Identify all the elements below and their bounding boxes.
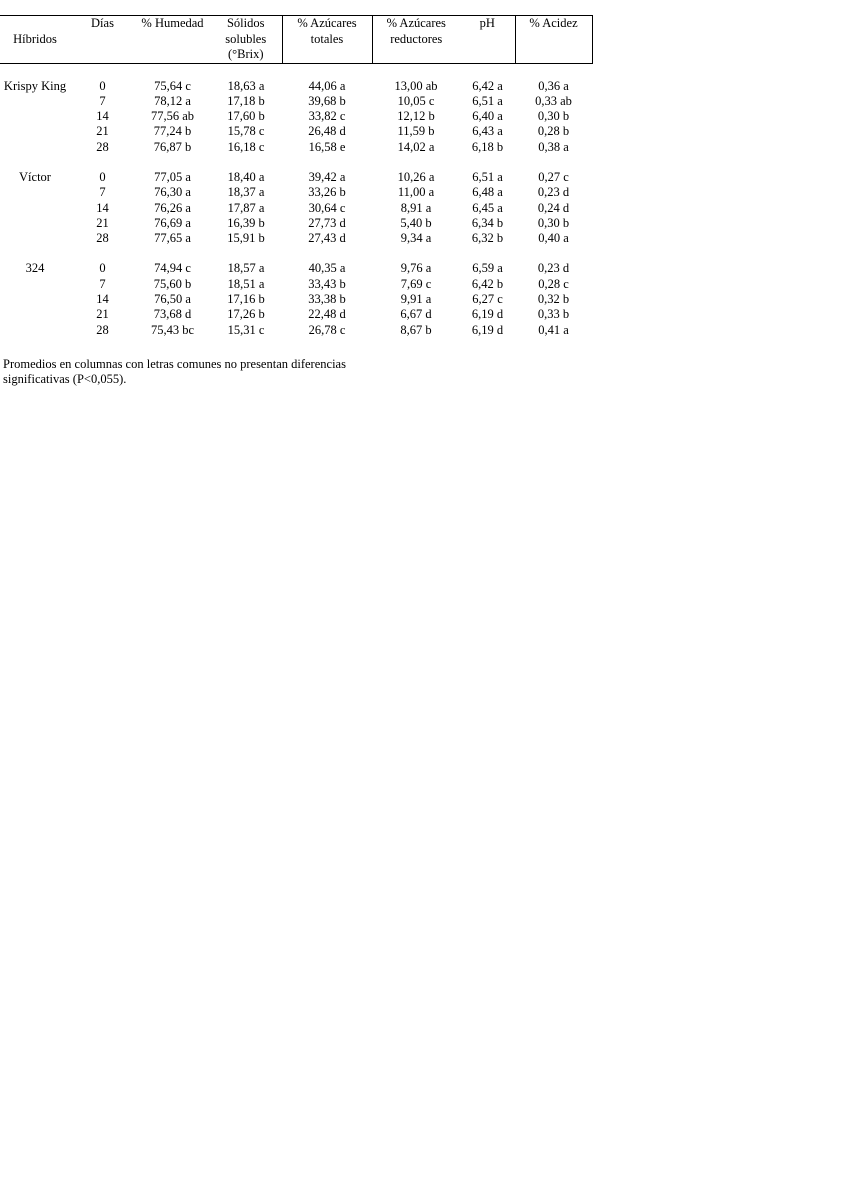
cell-ph: 6,32 b	[471, 231, 504, 246]
cell-acidity: 0,30 b	[537, 109, 570, 124]
cell-humidity: 76,26 a	[154, 200, 191, 215]
cell-acidity: 0,40 a	[538, 231, 569, 246]
table-row	[0, 124, 592, 139]
cell-days: 28	[96, 139, 109, 154]
table-row	[0, 140, 592, 155]
cell-hybrid: 324	[25, 261, 45, 276]
cell-reducing-sugars: 8,67 b	[400, 322, 432, 337]
cell-humidity: 77,65 a	[154, 231, 191, 246]
cell-ph: 6,19 d	[471, 307, 504, 322]
cell-hybrid-empty	[0, 94, 70, 109]
cell-days: 28	[96, 231, 109, 246]
cell-total-sugars: 22,48 d	[308, 307, 346, 322]
cell-soluble-solids: 15,31 c	[227, 322, 265, 337]
cell-ph: 6,51 a	[472, 169, 503, 184]
cell-hybrid-empty	[0, 292, 70, 307]
cell-soluble-solids: 18,63 a	[227, 78, 265, 93]
cell-total-sugars: 27,73 d	[308, 215, 346, 230]
cell-reducing-sugars: 10,26 a	[397, 169, 435, 184]
table-row	[0, 261, 592, 276]
cell-ph: 6,51 a	[472, 93, 503, 108]
cell-acidity: 0,24 d	[537, 200, 570, 215]
cell-acidity: 0,28 c	[538, 276, 569, 291]
table-row	[0, 307, 592, 322]
cell-days: 21	[96, 215, 109, 230]
cell-acidity: 0,33 b	[537, 307, 570, 322]
header-ph: pH	[460, 16, 515, 64]
cell-soluble-solids: 18,57 a	[227, 261, 265, 276]
cell-ph: 6,42 a	[472, 78, 503, 93]
cell-total-sugars: 33,38 b	[308, 292, 346, 307]
cell-reducing-sugars: 11,59 b	[397, 124, 435, 139]
table-row	[0, 94, 592, 109]
cell-days: 21	[96, 307, 109, 322]
spacer-cell	[0, 63, 592, 79]
spacer-row	[0, 155, 592, 170]
table-body	[0, 63, 592, 338]
header-days: Días	[70, 16, 135, 64]
cell-days: 7	[99, 185, 106, 200]
table-row	[0, 292, 592, 307]
cell-days: 28	[96, 322, 109, 337]
cell-reducing-sugars: 9,76 a	[400, 261, 432, 276]
table-row	[0, 201, 592, 216]
cell-reducing-sugars: 6,67 d	[400, 307, 432, 322]
cell-acidity: 0,36 a	[538, 78, 569, 93]
cell-acidity: 0,33 ab	[535, 93, 572, 108]
cell-soluble-solids: 15,91 b	[227, 231, 265, 246]
cell-days: 0	[99, 261, 106, 276]
cell-reducing-sugars: 7,69 c	[400, 276, 432, 291]
cell-soluble-solids: 16,39 b	[227, 215, 265, 230]
cell-total-sugars: 30,64 c	[308, 200, 346, 215]
cell-humidity: 75,64 c	[154, 78, 191, 93]
cell-acidity: 0,38 a	[538, 139, 569, 154]
cell-days: 7	[99, 276, 106, 291]
table-row	[0, 185, 592, 200]
cell-reducing-sugars: 13,00 ab	[394, 78, 438, 93]
header-total-sugars: % Azúcares totales	[282, 16, 372, 64]
cell-acidity: 0,32 b	[537, 292, 570, 307]
cell-humidity: 76,30 a	[154, 185, 191, 200]
cell-days: 0	[99, 78, 106, 93]
cell-reducing-sugars: 5,40 b	[400, 215, 432, 230]
cell-humidity: 78,12 a	[154, 93, 191, 108]
cell-soluble-solids: 17,16 b	[227, 292, 265, 307]
cell-acidity: 0,27 c	[538, 169, 569, 184]
cell-reducing-sugars: 11,00 a	[397, 185, 435, 200]
cell-hybrid-empty	[0, 216, 70, 231]
spacer-cell	[0, 155, 592, 170]
cell-total-sugars: 40,35 a	[308, 261, 346, 276]
cell-soluble-solids: 17,60 b	[227, 109, 265, 124]
cell-hybrid-empty	[0, 109, 70, 124]
cell-total-sugars: 26,48 d	[308, 124, 346, 139]
table-row	[0, 170, 592, 185]
cell-hybrid-empty	[0, 140, 70, 155]
cell-total-sugars: 39,42 a	[308, 169, 346, 184]
cell-acidity: 0,23 d	[537, 261, 570, 276]
results-table	[0, 15, 593, 338]
cell-soluble-solids: 18,40 a	[227, 169, 265, 184]
table-row	[0, 109, 592, 124]
cell-reducing-sugars: 9,91 a	[400, 292, 432, 307]
cell-days: 21	[96, 124, 109, 139]
table-header-row	[0, 16, 592, 64]
cell-humidity: 75,43 bc	[150, 322, 195, 337]
cell-humidity: 75,60 b	[153, 276, 192, 291]
cell-total-sugars: 26,78 c	[308, 322, 346, 337]
cell-ph: 6,42 b	[471, 276, 504, 291]
table-row	[0, 216, 592, 231]
cell-soluble-solids: 15,78 c	[227, 124, 265, 139]
cell-ph: 6,59 a	[472, 261, 503, 276]
cell-humidity: 77,05 a	[154, 169, 191, 184]
cell-hybrid-empty	[0, 277, 70, 292]
cell-ph: 6,19 d	[471, 322, 504, 337]
cell-reducing-sugars: 8,91 a	[400, 200, 432, 215]
cell-days: 14	[96, 200, 109, 215]
cell-humidity: 74,94 c	[154, 261, 191, 276]
cell-reducing-sugars: 12,12 b	[397, 109, 435, 124]
cell-soluble-solids: 18,37 a	[227, 185, 265, 200]
table-row	[0, 323, 592, 338]
cell-total-sugars: 33,82 c	[308, 109, 346, 124]
cell-hybrid-empty	[0, 307, 70, 322]
header-humidity: % Humedad	[135, 16, 210, 64]
cell-acidity: 0,41 a	[538, 322, 569, 337]
cell-humidity: 77,56 ab	[150, 109, 195, 124]
cell-days: 7	[99, 93, 106, 108]
cell-acidity: 0,28 b	[537, 124, 570, 139]
cell-days: 14	[96, 292, 109, 307]
cell-hybrid-empty	[0, 231, 70, 246]
header-reducing-sugars: % Azúcares reductores	[372, 16, 460, 64]
cell-ph: 6,43 a	[472, 124, 503, 139]
cell-hybrid-empty	[0, 124, 70, 139]
table-row	[0, 277, 592, 292]
cell-humidity: 73,68 d	[153, 307, 192, 322]
cell-acidity: 0,23 d	[537, 185, 570, 200]
footnote: Promedios en columnas con letras comunes no presentan diferencias significativas (P<0,055).	[3, 357, 346, 386]
cell-ph: 6,48 a	[472, 185, 503, 200]
spacer-row	[0, 246, 592, 261]
cell-hybrid-empty	[0, 185, 70, 200]
cell-total-sugars: 39,68 b	[308, 93, 346, 108]
cell-humidity: 76,87 b	[153, 139, 192, 154]
cell-reducing-sugars: 10,05 c	[397, 93, 435, 108]
cell-soluble-solids: 18,51 a	[227, 276, 265, 291]
cell-ph: 6,27 c	[472, 292, 503, 307]
cell-soluble-solids: 17,26 b	[227, 307, 265, 322]
table-row	[0, 79, 592, 94]
cell-soluble-solids: 16,18 c	[227, 139, 265, 154]
cell-hybrid: Krispy King	[3, 78, 67, 93]
cell-ph: 6,34 b	[471, 215, 504, 230]
cell-soluble-solids: 17,87 a	[227, 200, 265, 215]
cell-total-sugars: 33,26 b	[308, 185, 346, 200]
cell-ph: 6,45 a	[472, 200, 503, 215]
cell-humidity: 77,24 b	[153, 124, 192, 139]
cell-ph: 6,40 a	[472, 109, 503, 124]
cell-hybrid: Víctor	[19, 169, 51, 184]
cell-hybrid-empty	[0, 323, 70, 338]
cell-soluble-solids: 17,18 b	[227, 93, 265, 108]
cell-ph: 6,18 b	[471, 139, 504, 154]
cell-total-sugars: 16,58 e	[308, 139, 346, 154]
header-acidity: % Acidez	[515, 16, 592, 64]
cell-humidity: 76,69 a	[154, 215, 191, 230]
header-hybrids: Híbridos	[0, 16, 70, 64]
cell-total-sugars: 44,06 a	[308, 78, 346, 93]
header-soluble-solids: Sólidos solubles (°Brix)	[210, 16, 282, 64]
table-row	[0, 231, 592, 246]
cell-days: 14	[96, 109, 109, 124]
cell-acidity: 0,30 b	[537, 215, 570, 230]
cell-hybrid-empty	[0, 201, 70, 216]
cell-reducing-sugars: 9,34 a	[400, 231, 432, 246]
cell-reducing-sugars: 14,02 a	[397, 139, 435, 154]
cell-total-sugars: 27,43 d	[308, 231, 346, 246]
spacer-row	[0, 63, 592, 79]
cell-days: 0	[99, 169, 106, 184]
cell-total-sugars: 33,43 b	[308, 276, 346, 291]
spacer-cell	[0, 246, 592, 261]
cell-humidity: 76,50 a	[154, 292, 191, 307]
